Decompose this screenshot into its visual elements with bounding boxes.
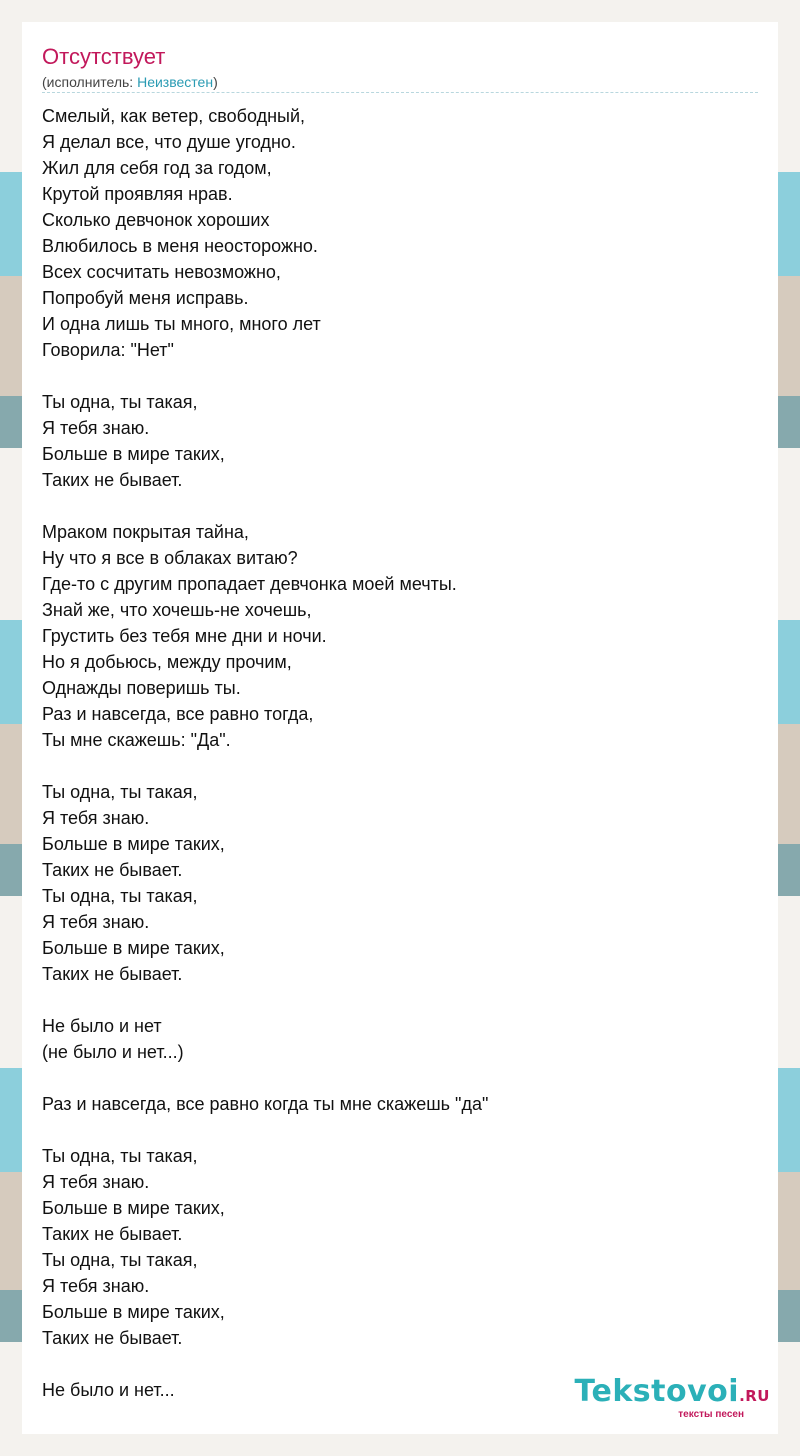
lyric-blank-line [42, 493, 758, 519]
lyric-line: Я тебя знаю. [42, 912, 150, 932]
lyric-line: Ты одна, ты такая, [42, 1146, 198, 1166]
lyric-blank-line [42, 753, 758, 779]
lyric-line: Однажды поверишь ты. [42, 678, 241, 698]
lyric-line: Где-то с другим пропадает девчонка моей мечты. [42, 574, 457, 594]
lyric-line: Крутой проявляя нрав. [42, 184, 233, 204]
lyric-line: Я делал все, что душе угодно. [42, 132, 296, 152]
lyric-line: Ты одна, ты такая, [42, 782, 198, 802]
lyric-line: Но я добьюсь, между прочим, [42, 652, 292, 672]
lyrics-card [22, 22, 778, 1434]
lyric-line: (не было и нет...) [42, 1042, 184, 1062]
lyric-line: Знай же, что хочешь-не хочешь, [42, 600, 312, 620]
lyric-line: Я тебя знаю. [42, 418, 150, 438]
lyrics-text [42, 103, 758, 1403]
lyric-line: Больше в мире таких, [42, 938, 225, 958]
lyric-line: Я тебя знаю. [42, 808, 150, 828]
song-title: Отсутствует [42, 44, 166, 69]
lyric-line: Больше в мире таких, [42, 1198, 225, 1218]
lyric-line: Сколько девчонок хороших [42, 210, 270, 230]
lyric-line: Смелый, как ветер, свободный, [42, 106, 306, 126]
lyric-line: Не было и нет [42, 1016, 162, 1036]
lyric-line: Таких не бывает. [42, 964, 183, 984]
logo-domain: .RU [739, 1387, 770, 1405]
lyric-line: Я тебя знаю. [42, 1276, 150, 1296]
lyric-line: Ну что я все в облаках витаю? [42, 548, 298, 568]
logo-word: Tekstovoi [574, 1374, 740, 1409]
lyric-line: Грустить без тебя мне дни и ночи. [42, 626, 327, 646]
lyric-line: Жил для себя год за годом, [42, 158, 272, 178]
logo-tagline: тексты песен [678, 1409, 744, 1420]
logo-wordmark [574, 1374, 770, 1411]
artist-suffix: ) [213, 74, 218, 90]
lyric-line: Мраком покрытая тайна, [42, 522, 249, 542]
lyric-line: Больше в мире таких, [42, 444, 225, 464]
artist-line [42, 73, 218, 91]
lyric-line: Влюбилось в меня неосторожно. [42, 236, 318, 256]
lyric-blank-line [42, 363, 758, 389]
lyric-line: Раз и навсегда, все равно когда ты мне скажешь "да" [42, 1094, 489, 1114]
lyric-line: Говорила: "Нет" [42, 340, 174, 360]
lyric-blank-line [42, 987, 758, 1013]
artist-prefix: (исполнитель: [42, 74, 138, 90]
lyric-line: Таких не бывает. [42, 1224, 183, 1244]
lyric-line: И одна лишь ты много, много лет [42, 314, 321, 334]
lyric-line: Больше в мире таких, [42, 834, 225, 854]
artist-link[interactable]: Неизвестен [137, 74, 214, 90]
lyric-line: Раз и навсегда, все равно тогда, [42, 704, 314, 724]
lyric-blank-line [42, 1065, 758, 1091]
lyric-line: Больше в мире таких, [42, 1302, 225, 1322]
lyric-line: Таких не бывает. [42, 470, 183, 490]
title-divider [42, 92, 758, 93]
lyric-line: Ты мне скажешь: "Да". [42, 730, 231, 750]
lyric-line: Ты одна, ты такая, [42, 886, 198, 906]
lyric-line: Таких не бывает. [42, 860, 183, 880]
lyric-line: Всех сосчитать невозможно, [42, 262, 281, 282]
lyric-line: Ты одна, ты такая, [42, 392, 198, 412]
lyric-line: Не было и нет... [42, 1380, 175, 1400]
lyric-line: Ты одна, ты такая, [42, 1250, 198, 1270]
site-logo[interactable] [574, 1374, 770, 1420]
lyric-line: Я тебя знаю. [42, 1172, 150, 1192]
lyric-line: Таких не бывает. [42, 1328, 183, 1348]
lyric-line: Попробуй меня исправь. [42, 288, 249, 308]
lyric-blank-line [42, 1117, 758, 1143]
